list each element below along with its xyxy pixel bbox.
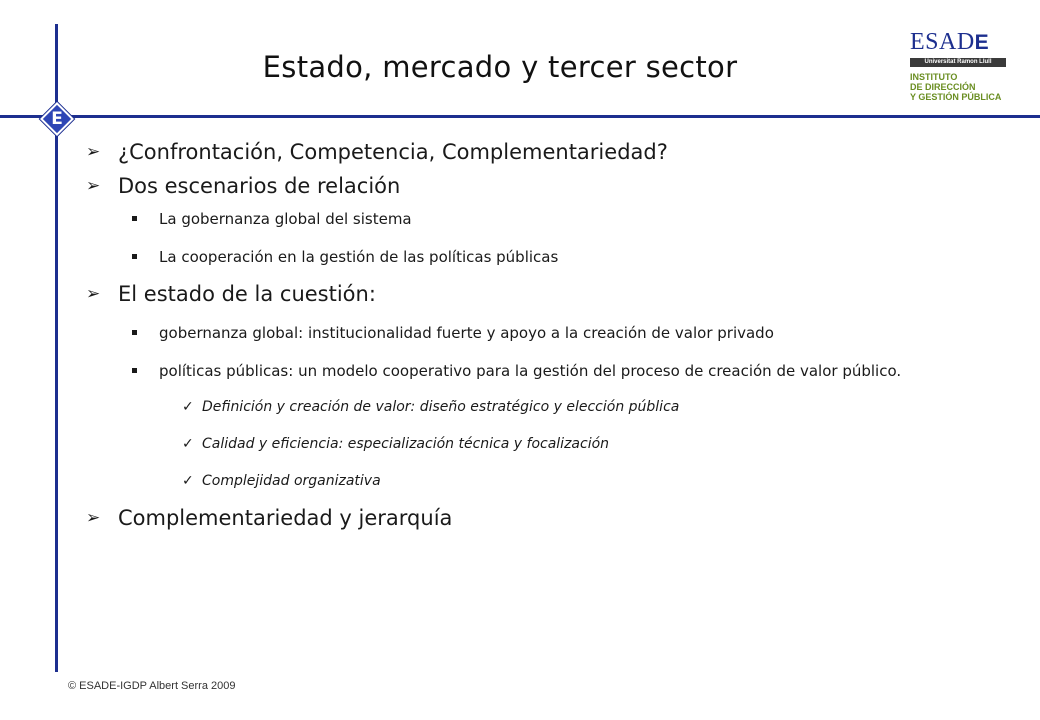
logo-brand [910,28,989,57]
square-bullet-icon [132,368,137,373]
bullet-text: gobernanza global: institucionalidad fuerte y apoyo a la creación de valor privado [159,324,774,342]
bullet-text: políticas públicas: un modelo cooperativo para la gestión del proceso de creación de valor público. [159,362,902,380]
bullet-level2 [86,356,986,386]
bullet-level1 [86,504,986,532]
bullet-text: Definición y creación de valor: diseño estratégico y elección pública [202,399,680,415]
bullet-level3 [86,433,986,455]
bullet-level2 [86,204,986,234]
check-bullet-icon: ✓ [182,436,194,452]
horizontal-frame-line [0,115,1040,118]
slide-content [86,138,986,532]
footer-copyright: © ESADE-IGDP Albert Serra 2009 [68,680,236,692]
arrow-bullet-icon: ➢ [86,142,101,162]
logo-brand-strong: E [974,31,990,54]
arrow-bullet-icon: ➢ [86,176,101,196]
bullet-level3 [86,470,986,492]
bullet-level2 [86,318,986,348]
bullet-text: ¿Confrontación, Competencia, Complementariedad? [118,140,668,164]
logo-institute-line: Y GESTIÓN PÚBLICA [910,92,1002,102]
bullet-text: La cooperación en la gestión de las políticas públicas [159,248,559,266]
check-bullet-icon: ✓ [182,399,194,415]
logo-institute [910,72,1015,102]
bullet-level3 [86,396,986,418]
esade-logo [910,28,1015,110]
bullet-text: Complementariedad y jerarquía [118,506,453,530]
logo-institute-line: DE DIRECCIÓN [910,82,976,92]
bullet-text: Complejidad organizativa [202,473,381,489]
arrow-bullet-icon: ➢ [86,508,101,528]
bullet-text: Dos escenarios de relación [118,174,401,198]
arrow-bullet-icon: ➢ [86,284,101,304]
square-bullet-icon [132,330,137,335]
check-bullet-icon: ✓ [182,473,194,489]
logo-institute-line: INSTITUTO [910,72,958,82]
square-bullet-icon [132,254,137,259]
slide-title: Estado, mercado y tercer sector [262,50,738,84]
logo-brand-plain: ESAD [910,29,975,55]
bullet-text: Calidad y eficiencia: especialización técnica y focalización [202,436,610,452]
square-bullet-icon [132,216,137,221]
bullet-text: El estado de la cuestión: [118,282,376,306]
bullet-level1 [86,172,986,200]
bullet-text: La gobernanza global del sistema [159,210,412,228]
bullet-level1 [86,280,986,308]
bullet-level2 [86,242,986,272]
logo-university-bar: Universitat Ramon Llull [910,58,1006,67]
diamond-marker-letter: E [51,109,63,129]
bullet-level1 [86,138,986,166]
